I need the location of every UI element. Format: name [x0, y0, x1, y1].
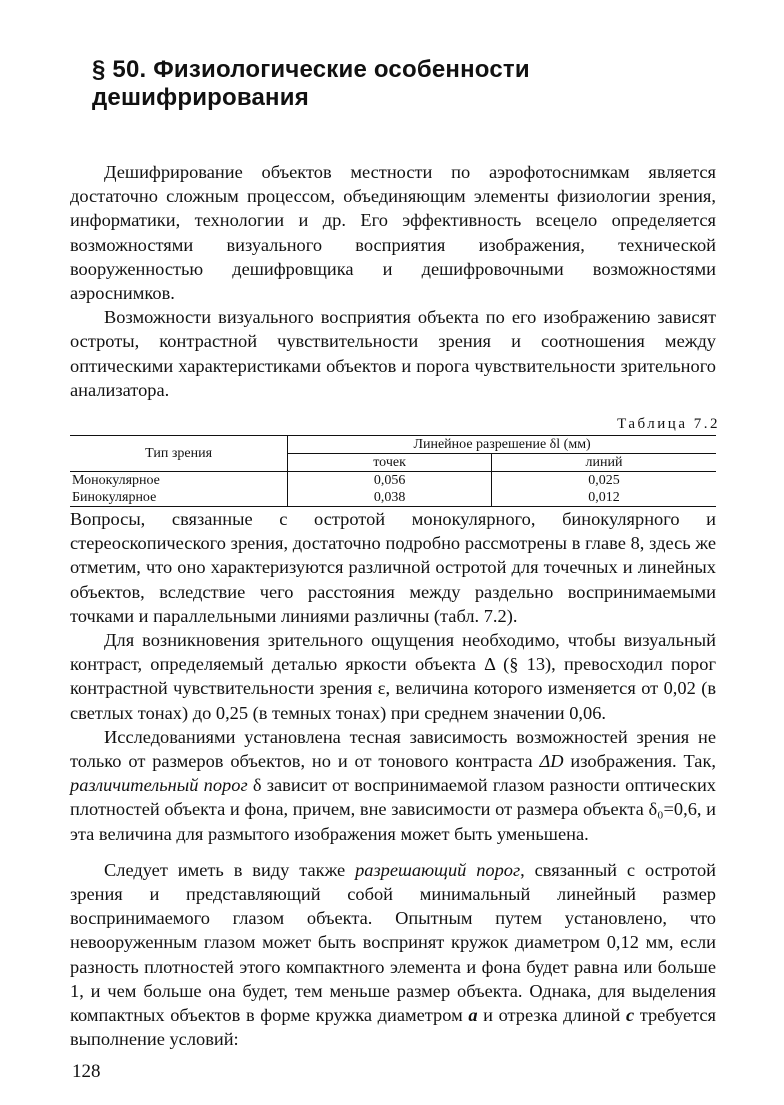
table-cell-points: 0,038	[288, 489, 492, 507]
p5-symbol: ΔD	[539, 751, 564, 772]
section-heading-line1: § 50. Физиологические особенности	[92, 56, 530, 83]
p5-part-a: Исследованиями установлена тесная зависимость возможностей зрения не только от размеров объектов, но и от тонового контраста	[70, 726, 716, 772]
p6-part-c: и отрезка длиной	[477, 1005, 626, 1026]
paragraph-2: Возможности визуального восприятия объекта по его изображению зависят остроты, контрастной чувствительности зрения и соотношения между оптическими характеристиками объектов и порога чувствительности зрительного анализатора.	[70, 307, 716, 400]
body-text	[70, 160, 720, 1052]
table-header-group: Линейное разрешение δl (мм)	[288, 436, 716, 454]
table-cell-points: 0,056	[288, 472, 492, 490]
table-header-lines: линий	[491, 454, 716, 472]
section-heading	[92, 56, 716, 112]
p6-symbol-a: a	[468, 1005, 478, 1026]
table-cell-name: Бинокулярное	[72, 490, 157, 506]
paragraph-5	[70, 725, 716, 846]
paragraph-1: Дешифрирование объектов местности по аэрофотоснимкам является достаточно сложным процессом, объединяющим элементы физиологии зрения, информатики, технологии и др. Его эффективность всецело определяется возможностями визуального восприятия изображения, технической вооруженностью дешифровщика и дешифровочными возможностями аэроснимков.	[70, 162, 716, 304]
p6-part-b: , связанный с остротой зрения и представляющий собой минимальный линейный размер воспринимаемого глазом объекта. Опытным путем установлено, что невооруженным глазом может быть воспринят кружок диаметром 0,12 мм, если разность плотностей этого компактного элемента и фона будет равна или больше 1, и чем больше она будет, тем меньше размер объекта. Однака, для выделения компактных объектов в форме кружка диаметром	[70, 859, 716, 1026]
page-number: 128	[72, 1061, 101, 1082]
page	[70, 56, 720, 1052]
table-cell-lines: 0,025	[491, 472, 716, 490]
table-7-2	[464, 416, 720, 435]
p6-symbol-c: c	[625, 1005, 635, 1026]
paragraph-3-text: Вопросы, связанные с остротой монокулярного, бинокулярного и стереоскопического зрения, достаточно подробно рассмотрены в главе 8, здесь же отметим, что оно характеризуются различной остротой для точечных и линейных объектов, вследствие чего расстояния между раздельно воспринимаемыми точками и параллельными линиями различны (табл. 7.2).	[70, 509, 716, 626]
table-cell-lines: 0,012	[491, 489, 716, 507]
p6-part-d: требуется выполнение условий:	[70, 1005, 717, 1050]
table-header-points: точек	[288, 454, 492, 472]
p5-part-b: изображения. Так,	[563, 751, 716, 772]
resolution-table	[70, 435, 716, 507]
table-header-type: Тип зрения	[70, 436, 288, 472]
paragraph-4: Для возникновения зрительного ощущения необходимо, чтобы визуальный контраст, определяемый деталью яркости объекта Δ (§ 13), превосходил порог контрастной чувствительности зрения ε, величина которого изменяется от 0,02 (в светлых тонах) до 0,25 (в темных тонах) при среднем значении 0,06.	[70, 630, 716, 723]
p6-part-a: Следует иметь в виду также	[104, 859, 356, 880]
p5-part-c: δ зависит от воспринимаемой глазом разности оптических плотностей объекта и фона, причем, вне зависимости от размера объекта δ₀=0,6, и эта величина для размытого изображения может быть уменьшена.	[70, 775, 716, 844]
table-cell-name: Монокулярное	[72, 473, 160, 489]
table-caption: Таблица 7.2	[617, 416, 720, 433]
p5-term: различительный порог	[70, 775, 248, 796]
table-row	[70, 489, 716, 507]
table-row	[70, 472, 716, 490]
paragraph-6	[70, 858, 716, 1052]
section-heading-line2: дешифрирования	[92, 84, 309, 111]
p6-term: разрешающий порог	[355, 859, 521, 880]
